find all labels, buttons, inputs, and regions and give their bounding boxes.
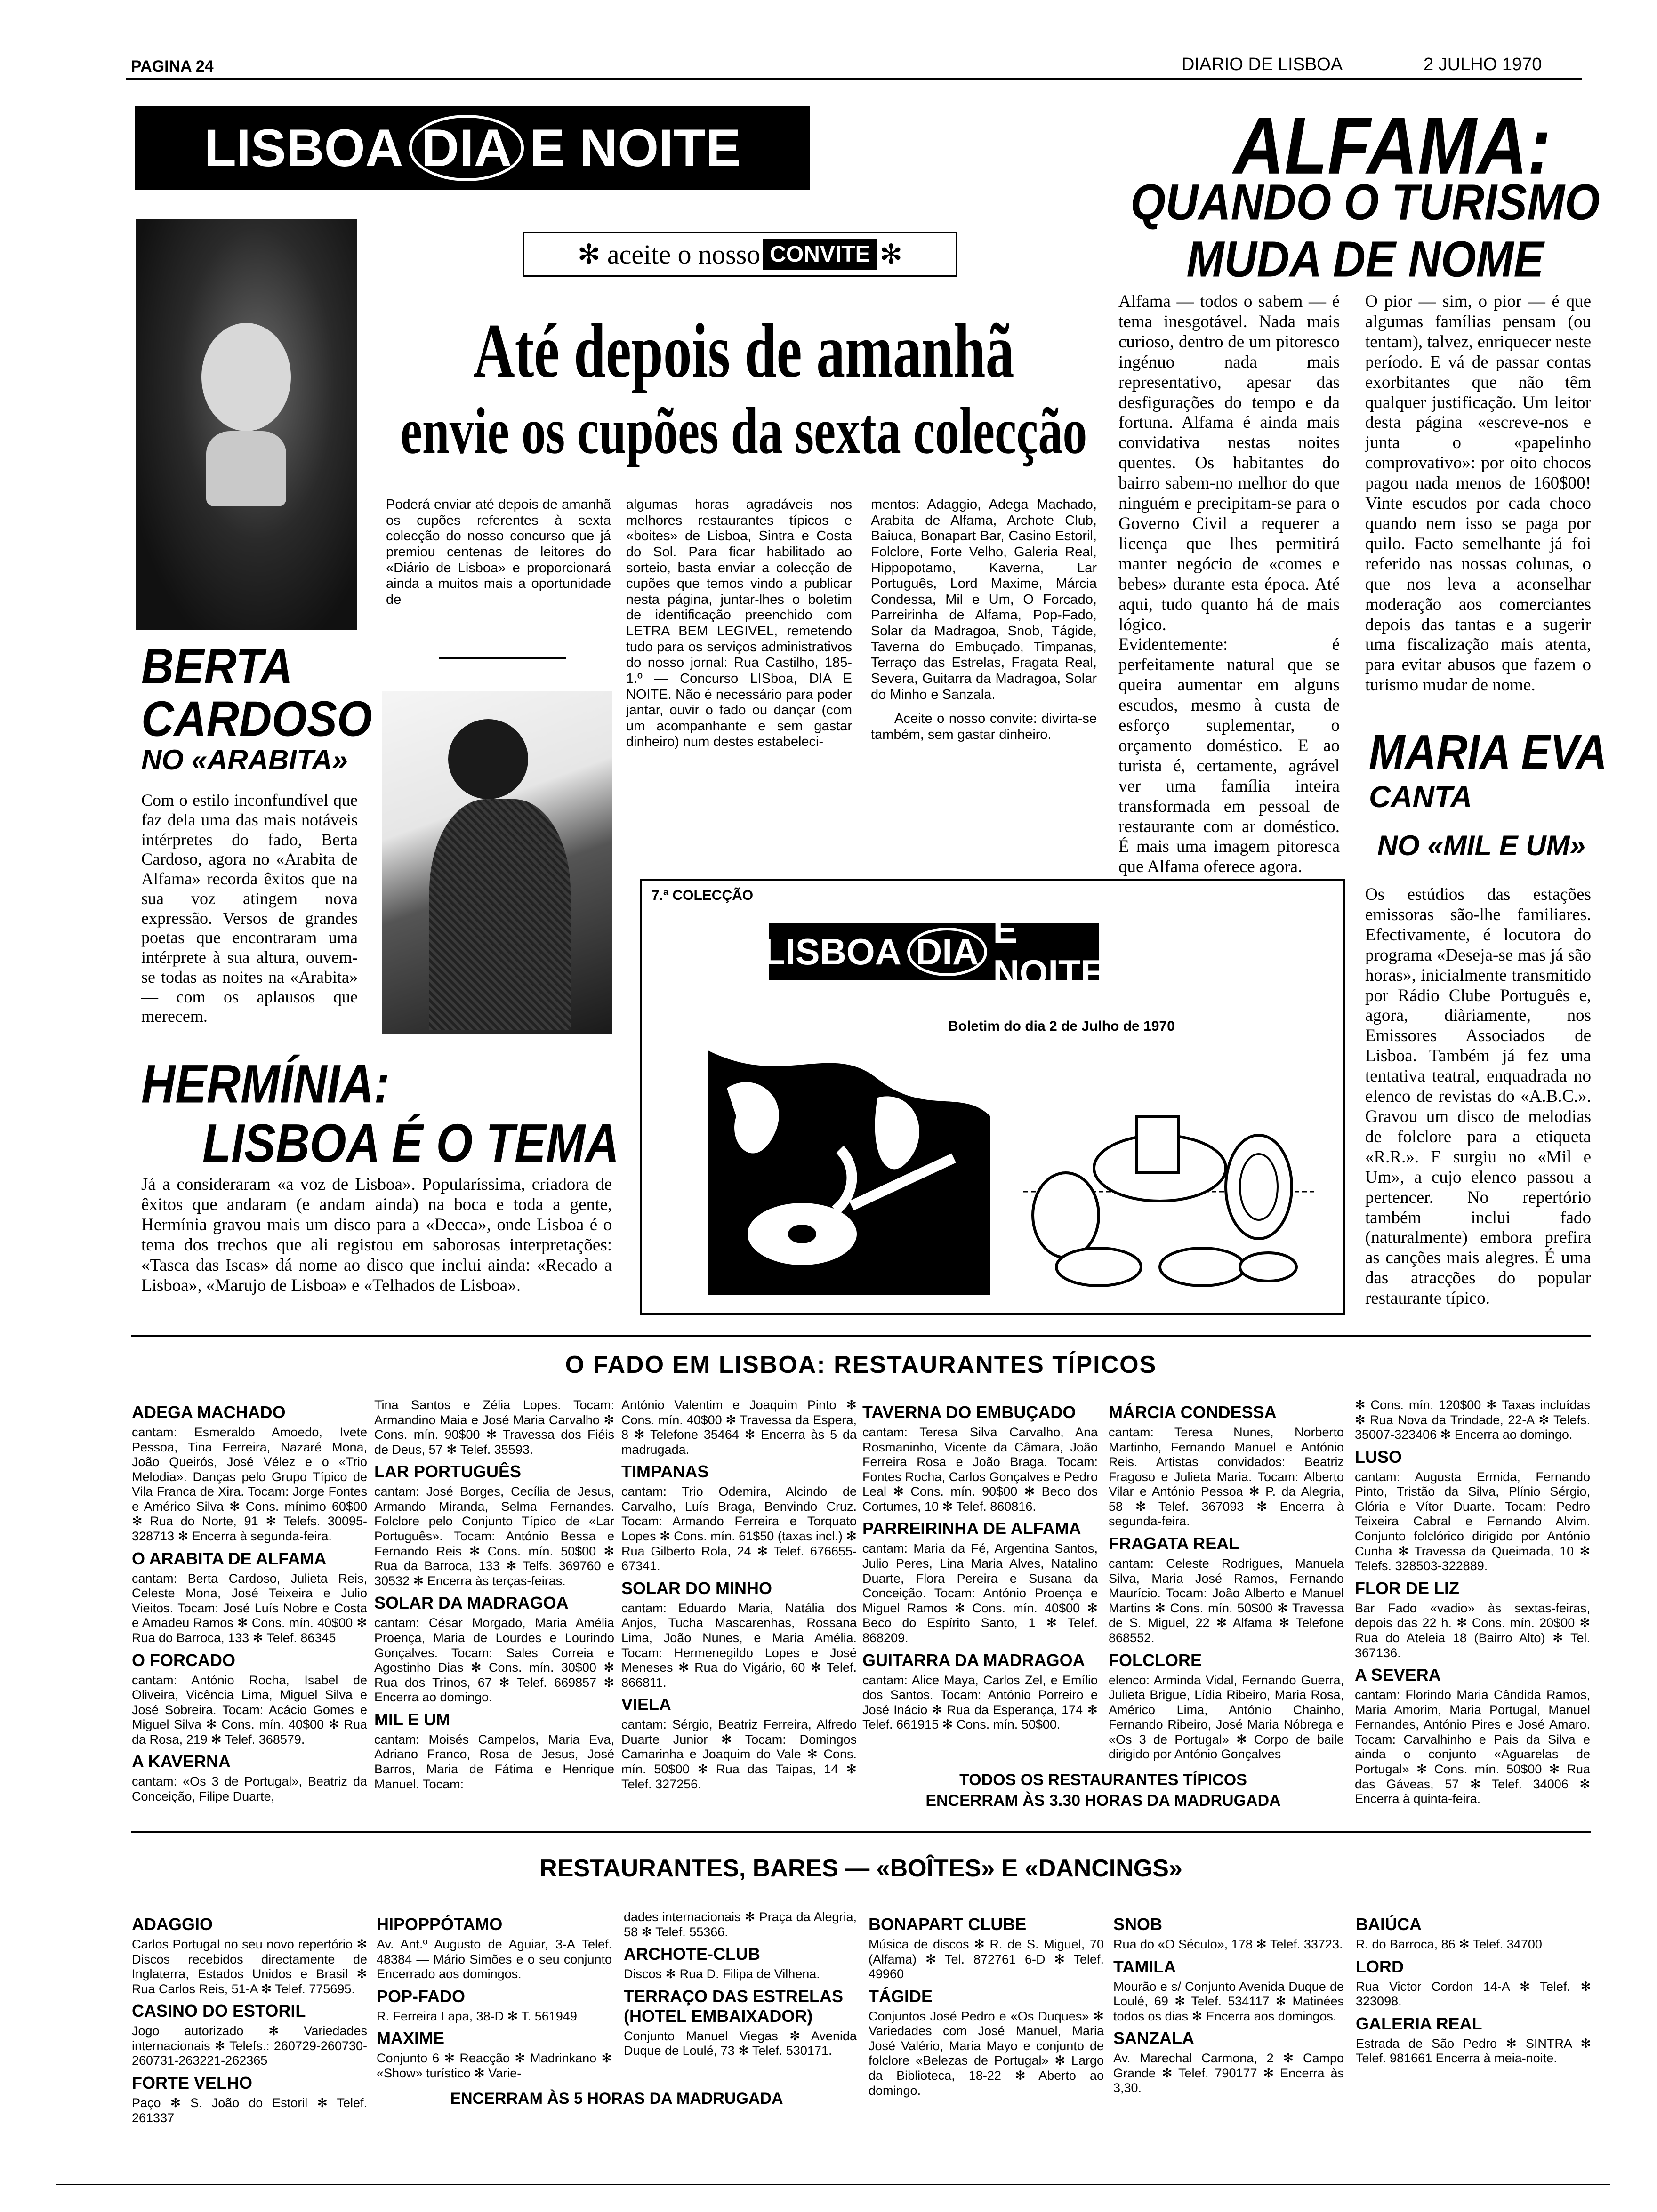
listing-details: cantam: Berta Cardoso, Julieta Reis, Celeste Mona, José Teixeira e Julio Vieitos. Tocam: José Luís Nobre e Costa e Amadeu Ramos ✻ Cons. mín. 40$00 ✻ Rua do Barroca, 133 ✻ Telef. 86345 [132,1571,367,1645]
bars-col-4-list [869,1915,1104,2098]
listing-details: cantam: Trio Odemira, Alcindo de Carvalho, Luís Braga, Benvindo Cruz. Tocam: Armando Ferreira e Torquato Lopes ✻ Cons. mín. 61$50 (taxas incl.) ✻ Rua Gilberto Rola, 24 ✻ Telef. 676655-67341. [621,1484,857,1573]
fado-col-1-list [132,1403,367,1804]
listing-entry [621,1398,857,1457]
listing-name: HIPOPPÓTAMO [377,1915,503,1934]
fado-col-5-list [1109,1403,1344,1762]
listing-name: FORTE VELHO [132,2073,253,2093]
guitar-illustration [699,1032,1000,1305]
listing-details: Rua Victor Cordon 14-A ✻ Telef. ✻ 323098. [1356,1979,1591,2009]
fado-closing-1: TODOS OS RESTAURANTES TÍPICOS [959,1771,1247,1789]
listing-entry [132,1915,367,1996]
coupon-collection: 7.ª COLECÇÃO [652,888,754,903]
listing-details: Conjunto 6 ✻ Reacção ✻ Madrinkano ✻ «Show» turístico ✻ Varie- [377,2051,612,2080]
listing-entry [1355,1398,1590,1443]
alfama-title: ALFAMA: [1233,100,1551,191]
listing-name: SOLAR DA MADRAGOA [374,1593,569,1613]
listing-details: cantam: Celeste Rodrigues, Manuela Silva, Maria José Ramos, Fernando Maurício. Tocam: João Alberto e Manuel Martins ✻ Cons. mín. 50$00 ✻ Travessa de S. Miguel, 22 ✻ Alfama ✻ Telefone 868552. [1109,1556,1344,1645]
listing-entry [1113,2028,1344,2096]
fado-col-2 [374,1398,614,1792]
listing-name: BAIÚCA [1356,1915,1422,1934]
listing-entry [1356,1915,1591,1952]
maria-eva-title: MARIA EVA [1369,725,1607,779]
listing-entry [132,1651,367,1747]
bars-closing: ENCERRAM ÀS 5 HORAS DA MADRUGADA [450,2090,783,2108]
listing-details: cantam: José Borges, Cecília de Jesus, Armando Miranda, Selma Fernandes. Folclore pelo Conjunto Típico de «Lar Português». Tocam: António Bessa e Fernando Reis ✻ Cons. mín. 50$00 ✻ Rua da Barroca, 133 ✻ Telfs. 369760 e 30532 ✻ Encerra às terças-feiras. [374,1484,614,1588]
fado-col-6 [1355,1398,1590,1807]
newspaper-name: DIARIO DE LISBOA [1182,55,1343,74]
listing-entry [377,2028,612,2081]
main-article-col-1: Poderá enviar até depois de amanhã os cupões referentes à sexta colecção do nosso concurso que já premiou centenas de leitores do «Diário de Lisboa» e proporcionará ainda a muitos mais a oportunidade de [386,497,611,607]
fado-col-2-list [374,1398,614,1792]
fado-closing-2: ENCERRAM ÀS 3.30 HORAS DA MADRUGADA [925,1792,1281,1810]
listing-name: TIMPANAS [621,1462,709,1482]
main-title-line-2: envie os cupões da sexta colecção [400,394,1087,468]
berta-subtitle: NO «ARABITA» [141,744,348,776]
maria-eva-canta: CANTA [1369,780,1472,814]
bars-heading: RESTAURANTES, BARES — «BOÎTES» E «DANCINGS» [539,1855,1182,1882]
listing-name: MIL E UM [374,1709,450,1729]
listing-entry [1109,1534,1344,1645]
listing-entry [621,1695,857,1792]
main-article-col-3-closing: Aceite o nosso convite: divirta-se também, sem gastar dinheiro. [871,711,1097,742]
listing-details: Av. Ant.º Augusto de Aguiar, 3-A Telef. 48384 — Mário Simões e o seu conjunto Encerrado aos domingos. [377,1937,612,1981]
listing-name: PARREIRINHA DE ALFAMA [862,1519,1081,1539]
alfama-subtitle-2: MUDA DE NOME [1186,231,1544,288]
listing-entry [374,1710,614,1792]
page-number: PAGINA 24 [131,57,214,75]
listing-entry [132,2001,367,2068]
listing-name: POP-FADO [377,1986,466,2006]
listing-entry [1109,1403,1344,1529]
listing-name: O ARABITA DE ALFAMA [132,1548,327,1568]
listing-entry [1356,2014,1591,2066]
listing-entry [862,1651,1098,1732]
listing-name: GUITARRA DA MADRAGOA [862,1650,1085,1670]
coupon-banner-noite: E NOITE [993,909,1105,994]
listing-entry [1355,1665,1590,1807]
listing-details: Tina Santos e Zélia Lopes. Tocam: Armandino Maia e José Maria Carvalho ✻ Cons. mín. 90$00 ✻ Travessa dos Fiéis de Deus, 57 ✻ Telef. 35593. [374,1398,614,1457]
listing-name: SNOB [1113,1915,1163,1934]
listing-name: TÁGIDE [869,1986,933,2006]
listing-name: MÁRCIA CONDESSA [1109,1403,1277,1422]
berta-title-1: BERTA [141,639,293,695]
bars-col-5 [1113,1910,1344,2096]
listing-entry [132,2073,367,2125]
listing-entry [624,1910,857,1940]
listing-details: cantam: Sérgio, Beatriz Ferreira, Alfredo Duarte Junior ✻ Tocam: Domingos Camarinha e Joaquim do Vale ✻ Cons. mín. 50$00 ✻ Rua das Taipas, 14 ✻ Telef. 327256. [621,1717,857,1791]
listing-entry [624,1944,857,1982]
fado-col-6-list [1355,1398,1590,1807]
main-title [377,308,1111,471]
fado-col-4 [862,1398,1098,1732]
listing-name: TAMILA [1113,1956,1176,1976]
listing-name: O FORCADO [132,1650,235,1670]
fado-col-3-list [621,1398,857,1792]
listing-name: ADAGGIO [132,1915,213,1934]
coupon-banner-dia: DIA [907,928,987,976]
bottom-rule [56,2184,1610,2185]
herminia-title: HERMÍNIA: [141,1054,390,1114]
listing-details: R. Ferreira Lapa, 38-D ✻ T. 561949 [377,2009,577,2023]
bars-col-3-list [624,1910,857,2059]
listing-entry [377,1915,612,1982]
convite-post: ✻ [879,239,903,270]
alfama-col-1: Alfama — todos o sabem — é tema inesgotável. Nada mais curioso, dentro de um pitoresco ingénuo nada mais representativo, apesar das desfigurações do tempo e da fortuna. Alfama é ainda mais convidativa nestas noites quentes. Os habitantes do bairro sabem-no melhor do que ninguém e precipitam-se para o Governo Civil a requerer a licença que lhes permitirá manter negócio de «comes e bebes» durante esta época. Até aqui, tudo quanto há de mais lógico. Evidentemente: é perfeitamente natural que se queira aumentar em alguns escudos, mesmo à custa de esforço suplementar, o orçamento doméstico. E ao turista é, certamente, agrável ver uma família inteira transformada em pessoal de restaurante com ar doméstico. É mais uma imagem pitoresca que Alfama oferece agora. [1118,292,1340,877]
alfama-subtitle-1: QUANDO O TURISMO [1130,174,1600,231]
fado-heading: O FADO EM LISBOA: RESTAURANTES TÍPICOS [565,1351,1157,1378]
listing-details: Estrada de São Pedro ✻ SINTRA ✻ Telef. 981661 Encerra à meia-noite. [1356,2036,1591,2066]
listing-entry [621,1462,857,1573]
listing-name: SOLAR DO MINHO [621,1578,772,1598]
listing-details: dades internacionais ✻ Praça da Alegria, 58 ✻ Telef. 55366. [624,1910,857,1939]
bars-col-2 [377,1910,612,2081]
bars-col-1 [132,1910,367,2125]
main-title-line-1: Até depois de amanhã [473,308,1014,394]
fado-col-5 [1109,1398,1344,1762]
listing-entry [132,1752,367,1804]
listing-name: SANZALA [1113,2028,1194,2048]
section-rule-1 [131,1335,1591,1337]
listing-entry [132,1403,367,1544]
banner-dia: DIA [409,115,524,181]
convite-box [523,232,957,277]
listing-details: Conjunto Manuel Viegas ✻ Avenida Duque de Loulé, 73 ✻ Telef. 530171. [624,2028,857,2058]
listing-details: Paço ✻ S. João do Estoril ✻ Telef. 261337 [132,2096,367,2125]
main-article-col-3-text: mentos: Adaggio, Adega Machado, Arabita de Alfama, Archote Club, Baiuca, Bonapart Bar, Casino Estoril, Folclore, Forte Velho, Galeria Real, Hippopotamo, Kaverna, Lar Português, Lord Maxime, Márcia Condessa, Mil e Um, O Forcado, Parreirinha de Alfama, Pop-Fado, Solar da Madragoa, Snob, Tágide, Taverna do Embuçado, Timpanas, Terraço das Estrelas, Fragata Real, Severa, Guitarra da Madragoa, Solar do Minho e Sanzala. [871,497,1097,702]
coupon-banner [763,909,1105,994]
lisboa-dia-noite-banner [135,106,810,190]
bars-col-4 [869,1910,1104,2098]
bars-col-2-list [377,1915,612,2081]
listing-entry [869,1915,1104,1982]
listing-entry [869,1987,1104,2098]
listing-details: Música de discos ✻ R. de S. Miguel, 70 (Alfama) ✻ Tel. 872761 6-D ✻ Telef. 49960 [869,1937,1104,1981]
berta-cardoso-photo [136,219,357,630]
listing-entry [862,1519,1098,1645]
listing-details: cantam: Florindo Maria Cândida Ramos, Maria Amorim, Maria Portugal, Manuel Fernandes, António Pires e José Amaro. Tocam: Carvalhinho e Pais da Silva e ainda o conjunto «Aguarelas de Portugal» ✻ Cons. mín. 50$00 ✻ Rua das Gáveas, 57 ✻ Telef. 34006 ✻ Encerra à quinta-feira. [1355,1688,1590,1806]
listing-details: António Valentim e Joaquim Pinto ✻ Cons. mín. 40$00 ✻ Travessa da Espera, 8 ✻ Telefone 35464 ✻ Encerra às 5 da madrugada. [621,1398,857,1457]
coupon-banner-lisboa: LISBOA [763,930,901,972]
fado-col-4-list [862,1403,1098,1732]
listing-entry [1113,1915,1344,1952]
maria-eva-venue: NO «MIL E UM» [1377,830,1585,861]
listing-entry [1109,1651,1344,1762]
listing-details: R. do Barroca, 86 ✻ Telef. 34700 [1356,1937,1542,1951]
convite-label: CONVITE [763,239,877,270]
listing-entry [374,1593,614,1705]
listing-entry [374,1462,614,1588]
bars-col-6 [1356,1910,1591,2066]
listing-entry [621,1579,857,1690]
listing-name: BONAPART CLUBE [869,1915,1027,1934]
listing-details: Discos ✻ Rua D. Filipa de Vilhena. [624,1967,820,1981]
listing-name: TERRAÇO DAS ESTRELAS (HOTEL EMBAIXADOR) [624,1986,844,2026]
banner-noite: E NOITE [530,118,741,177]
listing-details: cantam: Teresa Nunes, Norberto Martinho, Fernando Manuel e António Reis. Artistas convidados: Beatriz Fragoso e Julieta Maria. Tocam: Alberto Vilar e António Pessoa ✻ P. da Alegria, 58 ✻ Telef. 367093 ✻ Encerra à segunda-feira. [1109,1425,1344,1529]
section-rule-2 [131,1831,1591,1833]
maria-eva-body: Os estúdios das estações emissoras são-lhe familiares. Efectivamente, é locutora do programa «Deseja-se mas já são horas», inicialmente transmitido por Rádio Clube Português e, agora, diàriamente, nos Emissores Associados de Lisboa. Também já fez uma tentativa teatral, enquadrada no elenco de revistas do «A.B.C.». Gravou um disco de melodias de folclore para a etiqueta «R.R.». E surgiu no «Mil e Um», a cujo elenco passou a pertencer. No repertório também inclui fado (naturalmente) embora prefira as canções mais alegres. É uma das atracções do popular restaurante típico. [1365,885,1591,1308]
listing-name: FOLCLORE [1109,1650,1202,1670]
listing-details: Jogo autorizado ✻ Variedades internacionais ✻ Telefs.: 260729-260730-260731-263221-262365 [132,2024,367,2068]
listing-details: cantam: Maria da Fé, Argentina Santos, Julio Peres, Lina Maria Alves, Natalino Duarte, Flora Pereira e Susana da Conceição. Tocam: António Proença e Miguel Ramos ✻ Cons. mín. 40$00 ✻ Beco do Espírito Santo, 1 ✻ Telef. 868209. [862,1541,1098,1645]
listing-details: cantam: Moisés Campelos, Maria Eva, Adriano Franco, Rosa de Jesus, José Barros, Maria de Fátima e Henrique Manuel. Tocam: [374,1732,614,1791]
listing-name: TAVERNA DO EMBUÇADO [862,1403,1076,1422]
listing-entry [1355,1447,1590,1574]
coupon-bulletin-date: Boletim do dia 2 de Julho de 1970 [948,1018,1175,1034]
listing-name: LAR PORTUGUÊS [374,1462,522,1482]
listing-details: cantam: Teresa Silva Carvalho, Ana Rosmaninho, Vicente da Câmara, João Ferreira Rosa e João Braga. Tocam: Fontes Rocha, Carlos Gonçalves e Pedro Leal ✻ Cons. mín. 90$00 ✻ Beco dos Cortumes, 10 ✻ Telef. 860816. [862,1425,1098,1514]
listing-entry [1355,1579,1590,1660]
listing-name: CASINO DO ESTORIL [132,2001,306,2021]
listing-entry [1113,1957,1344,2024]
bars-col-1-list [132,1915,367,2125]
listing-details: cantam: «Os 3 de Portugal», Beatriz da Conceição, Filipe Duarte, [132,1774,367,1803]
listing-name: VIELA [621,1695,672,1715]
header-rule [126,78,1582,80]
berta-body: Com o estilo inconfundível que faz dela uma das mais notáveis intérpretes do fado, Berta Cardoso, agora no «Arabita de Alfama» recorda êxitos que na sua voz atingem nova expressão. Versos de grandes poetas que encontraram uma intérprete à sua altura, ouvem-se todas as noites na «Arabita» — com os aplausos que merecem. [141,791,358,1026]
listing-name: ADEGA MACHADO [132,1403,286,1422]
herminia-body: Já a consideraram «a voz de Lisboa». Popularíssima, criadora de êxitos que andaram (e andam ainda) na boca e toda a gente, Hermínia gravou mais um disco para a «Decca», onde Lisboa é o tema dos trechos que ali registou em saborosas interpretações: «Tasca das Iscas» dá nome ao disco que inclui ainda: «Recado a Lisboa», «Marujo de Lisboa» e «Telhados de Lisboa». [141,1175,612,1295]
listing-name: FRAGATA REAL [1109,1534,1239,1554]
listing-details: cantam: Eduardo Maria, Natália dos Anjos, Tucha Mascarenhas, Rossana Lima, João Nunes, e Maria Amélia. Tocam: Hermenegildo Lopes e José Meneses ✻ Rua do Vigário, 60 ✻ Telef. 866811. [621,1601,857,1690]
listing-details: cantam: António Rocha, Isabel de Oliveira, Vicência Lima, Miguel Silva e José Sobreira. Tocam: Acácio Gomes e Miguel Silva ✻ Cons. mín. 40$00 ✻ Rua da Rosa, 219 ✻ Telef. 368579. [132,1673,367,1747]
bars-col-6-list [1356,1915,1591,2066]
listing-details: Mourão e s/ Conjunto Avenida Duque de Loulé, 69 ✻ Telef. 534117 ✻ Matinées todos os dias ✻ Encerra aos domingos. [1113,1979,1344,2023]
listing-entry [374,1398,614,1457]
listing-details: Rua do «O Século», 178 ✻ Telef. 33723. [1113,1937,1343,1951]
listing-entry [132,1549,367,1646]
listing-details: cantam: César Morgado, Maria Amélia Proença, Maria de Lourdes e Lourindo Gonçalves. Tocam: Sales Correia e Agostinho Dias ✻ Cons. mín. 30$00 ✻ Rua dos Trinos, 67 ✻ Telef. 669857 ✻ Encerra ao domingo. [374,1616,614,1705]
herminia-subtitle: LISBOA É O TEMA [202,1113,619,1174]
listing-name: LORD [1356,1956,1404,1976]
listing-name: LUSO [1355,1447,1402,1467]
berta-title [141,641,372,745]
listing-details: Conjuntos José Pedro e «Os Duques» ✻ Variedades com José Manuel, Maria José Valério, Maria Mayo e conjunto de folclore «Belezas de Portugal» ✻ Largo da Biblioteca, 18-22 ✻ Aberto ao domingo. [869,2009,1104,2098]
fado-closing [862,1770,1344,1811]
convite-pre: ✻ aceite o nosso [577,239,761,270]
listing-details: cantam: Alice Maya, Carlos Zel, e Emílio dos Santos. Tocam: António Porreiro e José Inácio ✻ Rua da Esperança, 174 ✻ Telef. 661915 ✻ Cons. mín. 50$00. [862,1673,1098,1732]
listing-name: FLOR DE LIZ [1355,1578,1459,1598]
listing-details: Bar Fado «vadio» às sextas-feiras, depois das 22 h. ✻ Cons. mín. 20$00 ✻ Rua do Ateleia 18 (Bairro Alto) ✻ Tel. 367136. [1355,1601,1590,1660]
listing-details: Carlos Portugal no seu novo repertório ✻ Discos recebidos directamente de Inglaterra, Estados Unidos e Brasil ✻ Rua Carlos Reis, 51-A ✻ Telef. 775695. [132,1937,367,1996]
listing-entry [1356,1957,1591,2009]
photo-separator [439,657,566,659]
listing-details: ✻ Cons. mín. 120$00 ✻ Taxas incluídas ✻ Rua Nova da Trindade, 22-A ✻ Telefs. 35007-323406 ✻ Encerra ao domingo. [1355,1398,1590,1442]
berta-title-2: CARDOSO [141,691,372,747]
fado-col-1 [132,1398,367,1804]
listing-entry [862,1403,1098,1514]
listing-details: elenco: Arminda Vidal, Fernando Guerra, Julieta Brigue, Lídia Ribeiro, Maria Rosa, Américo Lima, António Chainho, Fernando Ribeiro, José Maria Nóbrega e «Os 3 de Portugal» ✻ Corpo de baile dirigido por António Gonçalves [1109,1673,1344,1762]
listing-entry [377,1987,612,2024]
coupon-box [640,879,1345,1315]
alfama-col-2: O pior — sim, o pior — é que algumas famílias pensam (ou tentam), talvez, enriquecer neste período. E vá de passar contas exorbitantes que não têm qualquer justificação. Um leitor desta página «escreve-nos e junta o «papelinho comprovativo»: por oito chocos pagou nada menos de 160$00! Vinte escudos por cada choco quando nem isso se paga por quilo. Facto semelhante já foi referido nas nossas colunas, o que nos leva a aconselhar moderação aos comerciantes depois das tantas e a sugerir uma fiscalização mais atenta, para evitar abusos que fazem o turismo mudar de nome. [1365,292,1591,695]
listing-entry [624,1987,857,2059]
listing-name: A SEVERA [1355,1665,1441,1685]
tableware-illustration [1005,1088,1325,1295]
listing-details: Av. Marechal Carmona, 2 ✻ Campo Grande ✻ Telef. 790177 ✻ Encerra às 3,30. [1113,2051,1344,2095]
listing-details: cantam: Augusta Ermida, Fernando Pinto, Tristão da Silva, Plínio Sérgio, Glória e Vítor Duarte. Tocam: Pedro Teixeira Cabral e Fernando Alvim. Conjunto folclórico dirigido por António Cunha ✻ Travessa da Queimada, 10 ✻ Telefs. 328503-322889. [1355,1469,1590,1573]
main-article-col-2: algumas horas agradáveis nos melhores restaurantes típicos e «boites» de Lisboa, Sintra e Costa do Sol. Para ficar habilitado ao sorteio, basta enviar a colecção de cupões que temos vindo a publicar nesta página, juntar-lhes o boletim de identificação preenchido com LETRA BEM LEGIVEL, remetendo tudo para os serviços administrativos do nosso jornal: Rua Castilho, 185-1.º — Concurso LISboa, DIA E NOITE. Não é necessário para poder jantar, ouvir o fado ou dançar (com um acompanhante e sem gastar dinheiro) num destes estabeleci- [626,497,852,750]
issue-date: 2 JULHO 1970 [1424,55,1542,74]
listing-name: ARCHOTE-CLUB [624,1944,760,1964]
bars-col-3 [624,1910,857,2059]
listing-name: A KAVERNA [132,1752,231,1771]
singer-photo [382,691,612,1034]
listing-name: GALERIA REAL [1356,2013,1482,2033]
bars-col-5-list [1113,1915,1344,2096]
alfama-subtitle [1120,174,1610,288]
fado-col-3 [621,1398,857,1792]
banner-lisboa: LISBOA [204,118,403,177]
listing-details: cantam: Esmeraldo Amoedo, Ivete Pessoa, Tina Ferreira, Nazaré Mona, João Queirós, José Vélez e o «Trio Melodia». Danças pelo Grupo Típico de Vila Franca de Xira. Tocam: Jorge Fontes e Américo Silva ✻ Cons. mínimo 60$00 ✻ Rua do Norte, 91 ✻ Telefs. 30095-328713 ✻ Encerra à segunda-feira. [132,1425,367,1544]
listing-name: MAXIME [377,2028,444,2048]
main-article-col-3 [871,497,1097,743]
